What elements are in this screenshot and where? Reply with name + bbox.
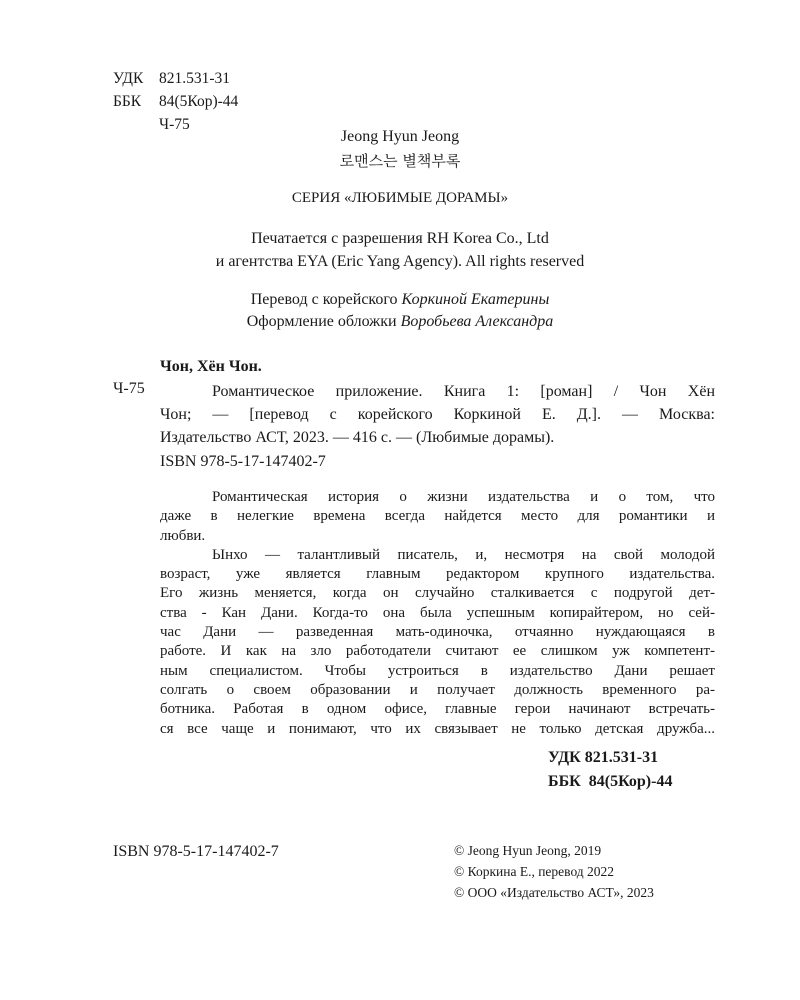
translator-name: Коркиной Екатерины <box>401 291 550 308</box>
bib-isbn: ISBN 978-5-17-147402-7 <box>160 453 326 470</box>
annotation-line: Ынхо — талантливый писатель, и, несмотря на свой молодой <box>212 546 715 563</box>
annotation-line: возраст, уже является главным редактором крупного издательства. <box>160 566 715 583</box>
cover-credit <box>0 313 800 331</box>
copyright-line: © ООО «Издательство АСТ», 2023 <box>454 885 654 900</box>
bib-line: Издательство АСТ, 2023. — 416 с. — (Любимые дорамы). <box>160 429 555 446</box>
bib-description <box>160 380 715 449</box>
annotation-line: даже в нелегкие времена всегда найдется место для романтики и <box>160 508 715 525</box>
bib-line: Романтическое приложение. Книга 1: [роман] / Чон Хён <box>212 383 715 400</box>
bottom-udk: УДК 821.531-31 <box>548 749 659 766</box>
classification-block <box>113 67 238 136</box>
bbk-row <box>113 90 238 113</box>
rights-line-1: Печатается с разрешения RH Korea Co., Ltd <box>251 230 549 247</box>
original-author: Jeong Hyun Jeong <box>340 128 460 145</box>
bib-author-heading: Чон, Хён Чон. <box>160 358 262 375</box>
annotation-line: час Дани — разведенная мать-одиночка, отчаянно нуждающаяся в <box>160 624 715 641</box>
bbk-value: 84(5Кор)-44 <box>159 93 239 110</box>
bbk-label: ББК <box>113 93 142 110</box>
bottom-isbn: ISBN 978-5-17-147402-7 <box>113 843 279 860</box>
original-title: 로맨스는 별책부록 <box>339 152 461 170</box>
udk-label: УДК <box>113 70 144 87</box>
annotation <box>160 488 715 739</box>
bottom-classification <box>548 746 672 794</box>
translation-credit <box>0 291 800 309</box>
cover-designer-name: Воробьева Александра <box>400 313 554 330</box>
translation-label: Перевод с корейского <box>250 291 398 308</box>
series-title: СЕРИЯ «ЛЮБИМЫЕ ДОРАМЫ» <box>291 190 509 206</box>
bib-line: Чон; — [перевод с корейского Коркиной Е. Д.]. — Москва: <box>160 406 715 423</box>
cover-label: Оформление обложки <box>246 313 397 330</box>
annotation-line: ным специалистом. Чтобы устроиться в издательство Дани решает <box>160 662 715 679</box>
rights-line-2: и агентства EYA (Eric Yang Agency). All rights reserved <box>215 253 585 270</box>
annotation-line: ботника. Работая в одном офисе, главные герои начинают встречать- <box>160 701 715 718</box>
copyright-block <box>454 840 654 903</box>
annotation-line: Его жизнь меняется, когда он случайно сталкивается с подругой дет- <box>160 585 715 602</box>
bib-mark: Ч-75 <box>113 380 145 397</box>
annotation-line: солгать о своем образовании и получает должность временного ра- <box>160 681 715 698</box>
copyright-line: © Коркина Е., перевод 2022 <box>454 864 615 879</box>
udk-row <box>113 67 238 90</box>
bottom-bbk: ББК 84(5Кор)-44 <box>548 773 673 790</box>
annotation-line: Романтическая история о жизни издательства и о том, что <box>212 489 715 505</box>
annotation-line: работе. И как на зло работодатели считают ее слишком уж компетент- <box>160 643 715 660</box>
author-mark: Ч-75 <box>159 116 190 133</box>
udk-value: 821.531-31 <box>159 70 231 87</box>
annotation-line: ства - Кан Дани. Когда-то она была успешным копирайтером, но сей- <box>160 604 715 621</box>
copyright-line: © Jeong Hyun Jeong, 2019 <box>454 843 602 858</box>
annotation-line: ся все чаще и понимают, что их связывает не только детская дружба... <box>160 720 715 737</box>
annotation-line: любви. <box>160 527 206 544</box>
